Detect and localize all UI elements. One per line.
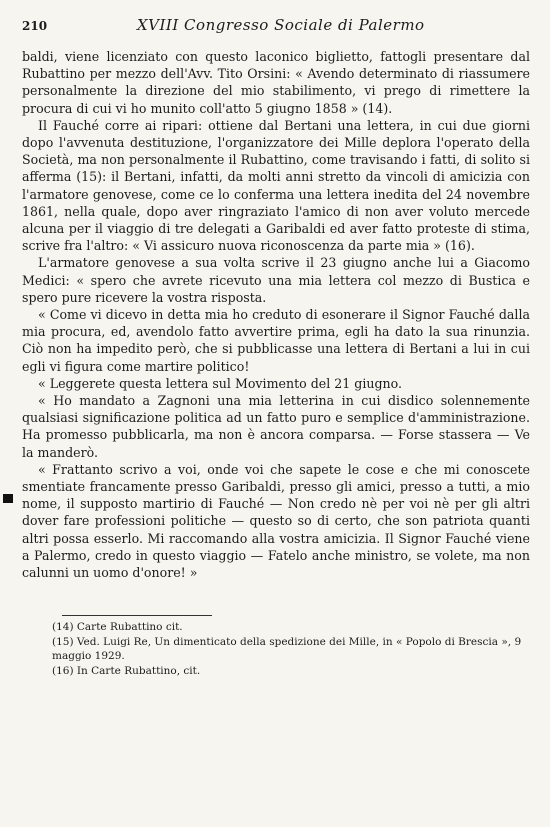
footnote: (16) In Carte Rubattino, cit. [52,665,201,678]
paragraph: « Come vi dicevo in detta mia ho creduto di esonerare il Signor Fauché dalla mia procura, ed, avendolo fatto avvertire prima, egli ha dato la sua rinunzia. Ciò non ha impedito però, che si pubblicasse una lettera di Bertani a lui in cui egli vi figura come martire politico! [22,307,530,374]
book-page [22,16,530,679]
paragraph: L'armatore genovese a sua volta scrive il 23 giugno anche lui a Giacomo Medici: « spero che avrete ricevuto una mia lettera col mezzo di Bustica e spero pure ricevere la vostra risposta. [22,255,530,305]
paragraph: « Ho mandato a Zagnoni una mia letterina in cui disdico solennemente qualsiasi significazione politica ad un fatto puro e semplice d'amministrazione. Ha promesso pubblicarla, ma non è ancora comparsa. — Forse stassera — Ve la manderò. [22,393,530,460]
paragraph: « Leggerete questa lettera sul Movimento del 21 giugno. [38,375,403,391]
page-number: 210 [22,19,48,33]
paragraph: « Frattanto scrivo a voi, onde voi che sapete le cose e che mi conoscete smentiate francamente presso Garibaldi, presso gli amici, presso a tutti, a mio nome, il supposto martirio di Fauché — Non credo nè per voi nè per gli altri dover fare professioni politiche — questo so di certo, che son patriota quanti altri possa esserlo. Mi raccomando alla vostra amicizia. Il Signor Fauché viene a Palermo, credo in questo viaggio — Fatelo anche ministro, se volete, ma non calunni un uomo d'onore! » [22,461,530,581]
page-header [22,16,530,42]
body-text [22,48,530,581]
footnote: (14) Carte Rubattino cit. [52,621,183,634]
footnote: (15) Ved. Luigi Re, Un dimenticato della spedizione dei Mille, in « Popolo di Brescia », 9 maggio 1929. [52,635,522,663]
running-title: XVIII Congresso Sociale di Palermo [137,16,425,34]
paragraph: baldi, viene licenziato con questo laconico biglietto, fattogli presentare dal Rubattino per mezzo dell'Avv. Tito Orsini: « Avendo determinato di riassumere personalmente la direzione del mio stabilimento, vi prego di rimettere la procura di cui vi ho munito coll'atto 5 giugno 1858 » (14). [22,49,530,116]
margin-ink-mark [3,494,13,503]
paragraph: Il Fauché corre ai ripari: ottiene dal Bertani una lettera, in cui due giorni dopo l'avvenuta destituzione, l'organizzatore dei Mille deplora l'operato della Società, ma non personalmente il Rubattino, come travisando i fatti, di solito si afferma (15): il Bertani, infatti, da molti anni stretto da vincoli di amicizia con l'armatore genovese, come ce lo conferma una lettera inedita del 24 novembre 1861, nella quale, dopo aver ringraziato l'amico di non aver voluto mercede alcuna per il viaggio di tre delegati a Garibaldi ed aver fatto proteste di stima, scrive fra l'altro: « Vi assicuro nuova riconoscenza da parte mia » (16). [22,117,530,254]
footnotes [22,620,530,678]
footnote-divider [62,615,212,616]
